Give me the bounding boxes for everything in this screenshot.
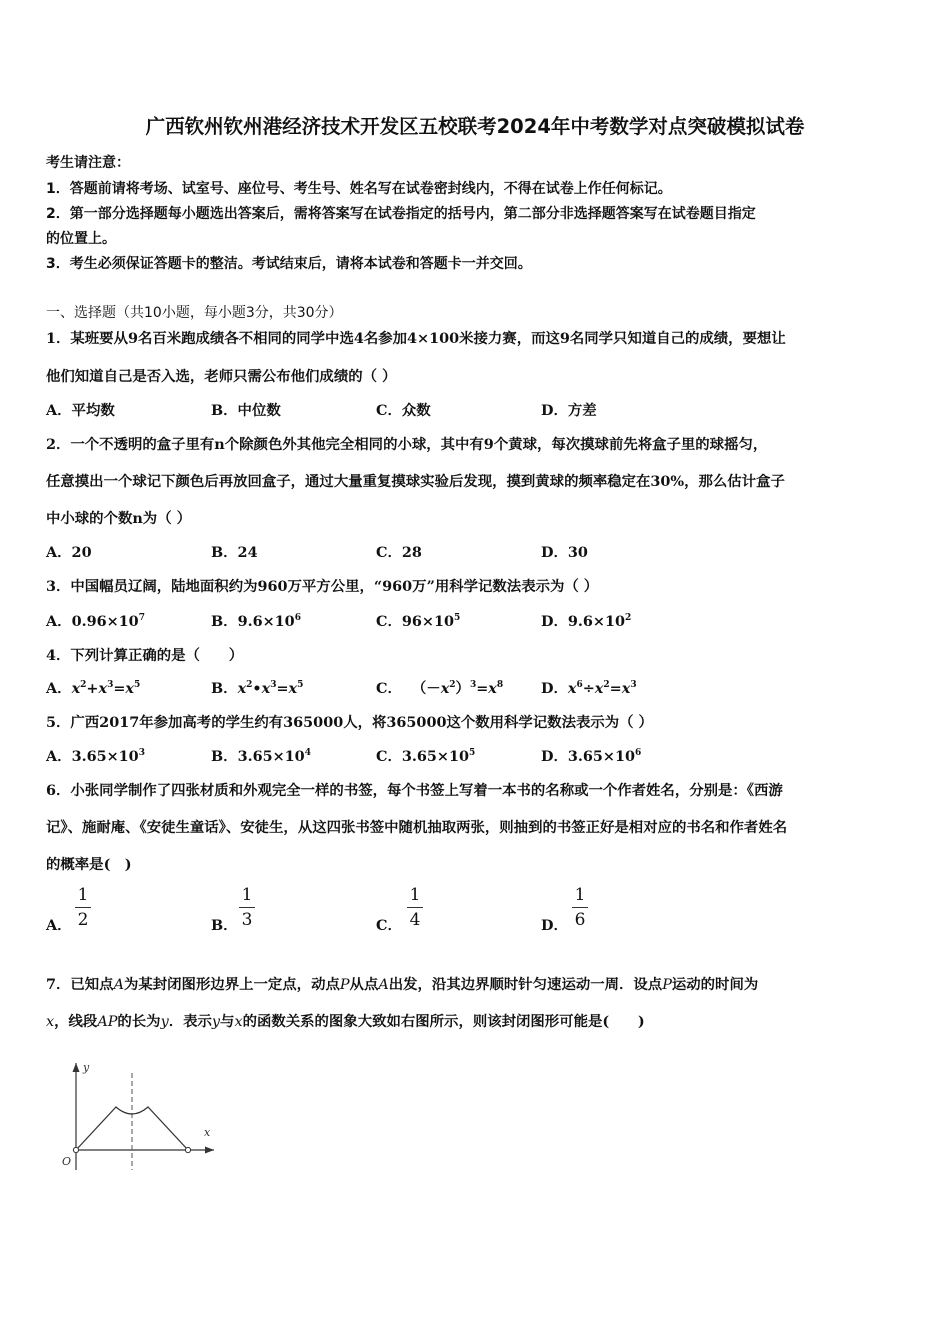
q2-stem-line2: 任意摸出一个球记下颜色后再放回盒子，通过大量重复摸球实验后发现，摸到黄球的频率稳定在30%，那么估计盒子: [46, 473, 785, 490]
q4-option-b: B．$x^2•x^3=x^5$: [211, 680, 304, 697]
q6-stem-line1: 6．小张同学制作了四张材质和外观完全一样的书签，每个书签上写着一本书的名称或一个作者姓名，分别是：《西游: [46, 782, 783, 799]
end-point: [185, 1147, 190, 1152]
q6-option-b-fraction: 1 3: [237, 884, 257, 931]
q1-stem-line1: 1．某班要从9名百米跑成绩各不相同的同学中选4名参加4×100米接力赛，而这9名同学只知道自己的成绩，要想让: [46, 330, 786, 347]
y-axis-label: y: [83, 1061, 90, 1074]
q2-option-d: D．30: [541, 544, 588, 561]
q7-function-graph: [56, 1057, 226, 1172]
section-heading: 一、选择题（共10小题，每小题3分，共30分）: [46, 305, 343, 321]
q6-option-c-label: C．: [376, 917, 402, 934]
q4-option-a: A．$x^2+x^3=x^5$: [46, 680, 141, 697]
notice-item-1: 1．答题前请将考场、试室号、座位号、考生号、姓名写在试卷密封线内，不得在试卷上作任何标记。: [46, 181, 672, 197]
q1-option-a: A．平均数: [46, 402, 115, 419]
q1-option-d: D．方差: [541, 402, 597, 419]
start-point: [73, 1147, 78, 1152]
q7-stem-line1: 7．已知点A为某封闭图形边界上一定点，动点P从点A出发，沿其边界顺时针匀速运动一周．设点P运动的时间为: [46, 976, 759, 993]
q1-option-c: C．众数: [376, 402, 431, 419]
q2-option-a: A．20: [46, 544, 92, 561]
origin-label: O: [62, 1155, 72, 1168]
q4-option-d: D．$x^6\div x^2=x^3$: [541, 680, 637, 697]
q3-option-b: B．$9.6\times 10^6$: [211, 613, 301, 630]
q1-stem-line2: 他们知道自己是否入选，老师只需公布他们成绩的（ ）: [46, 368, 397, 385]
q3-option-a: A．$0.96\times 10^7$: [46, 613, 145, 630]
q6-option-a-label: A．: [46, 917, 72, 934]
q7-stem-line2: x，线段AP的长为y．表示y与x的函数关系的图象大致如右图所示，则该封闭图形可能是( ): [46, 1013, 645, 1030]
notice-item-2: 2．第一部分选择题每小题选出答案后，需将答案写在试卷指定的括号内，第二部分非选择题答案写在试卷题目指定: [46, 206, 756, 222]
q6-option-d-fraction: 1 6: [570, 884, 590, 931]
y-axis-arrow-icon: [73, 1063, 80, 1072]
notice-item-2-cont: 的位置上。: [46, 231, 116, 247]
q1-option-b: B．中位数: [211, 402, 281, 419]
q4-option-c: C． $(-x^2)^3=x^8$: [376, 680, 504, 697]
q3-option-c: C．$96\times 10^5$: [376, 613, 461, 630]
q4-stem: 4．下列计算正确的是（ ）: [46, 647, 244, 664]
q3-stem: 3．中国幅员辽阔，陆地面积约为960万平方公里，“960万”用科学记数法表示为（ ）: [46, 578, 599, 595]
q6-option-a-fraction: 1 2: [73, 884, 93, 931]
q3-option-d: D．$9.6\times 10^2$: [541, 613, 632, 630]
q2-option-b: B．24: [211, 544, 258, 561]
q6-stem-line3: 的概率是( ): [46, 856, 132, 873]
x-axis-label: x: [204, 1126, 211, 1139]
q2-stem-line3: 中小球的个数n为（ ）: [46, 510, 191, 527]
x-axis-arrow-icon: [205, 1147, 214, 1154]
q6-option-c-fraction: 1 4: [405, 884, 425, 931]
page-title: 广西钦州钦州港经济技术开发区五校联考2024年中考数学对点突破模拟试卷: [145, 115, 805, 138]
q5-option-a: A．$3.65\times 10^3$: [46, 748, 145, 765]
notice-heading: 考生请注意：: [46, 155, 130, 171]
q5-option-c: C．$3.65\times 10^5$: [376, 748, 476, 765]
q2-stem-line1: 2．一个不透明的盒子里有n个除颜色外其他完全相同的小球，其中有9个黄球，每次摸球前先将盒子里的球摇匀，: [46, 436, 768, 453]
q5-stem: 5．广西2017年参加高考的学生约有365000人，将365000这个数用科学记数法表示为（ ）: [46, 714, 653, 731]
q2-option-c: C．28: [376, 544, 422, 561]
q6-stem-line2: 记》、施耐庵、《安徒生童话》、安徒生，从这四张书签中随机抽取两张，则抽到的书签正好是相对应的书名和作者姓名: [46, 819, 788, 836]
notice-item-3: 3．考生必须保证答题卡的整洁。考试结束后，请将本试卷和答题卡一并交回。: [46, 256, 532, 272]
q6-option-d-label: D．: [541, 917, 568, 934]
function-curve: [76, 1107, 188, 1150]
q5-option-b: B．$3.65\times 10^4$: [211, 748, 311, 765]
q5-option-d: D．$3.65\times 10^6$: [541, 748, 642, 765]
q6-option-b-label: B．: [211, 917, 238, 934]
